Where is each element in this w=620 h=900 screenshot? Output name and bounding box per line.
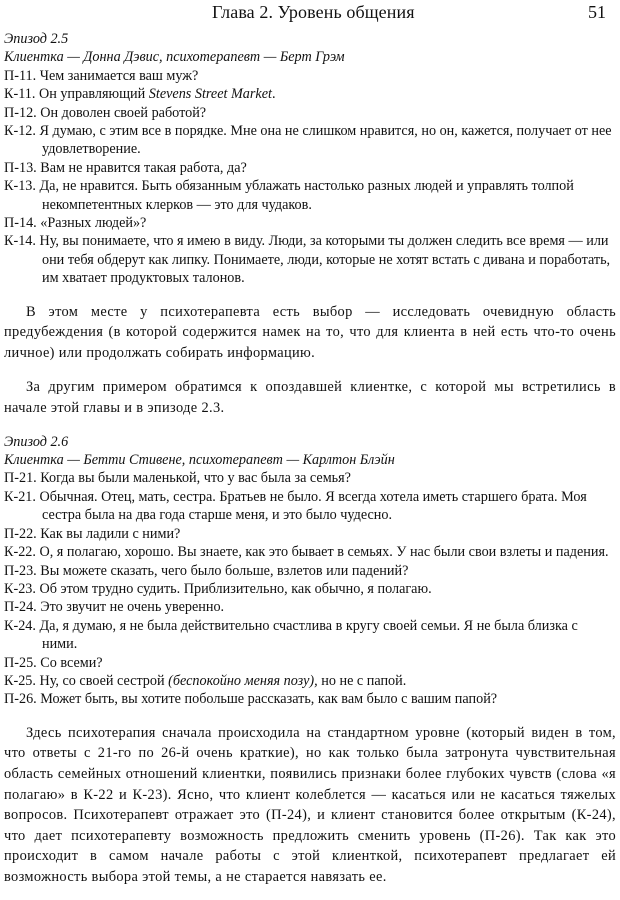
dialogue-line: К-23. Об этом трудно судить. Приблизительно, как обычно, я полагаю. <box>4 580 432 597</box>
dialogue-line: К-21. Обычная. Отец, мать, сестра. Братьев не было. Я всегда хотела иметь старшего брата. Моя сестра была на два года старше меня, и это было чудесно. <box>4 488 587 524</box>
paragraph: За другим примером обратимся к опоздавшей клиентке, с которой мы встретились в начале этой главы и в эпизоде 2.3. <box>4 379 616 417</box>
dialogue-line: П-11. Чем занимается ваш муж? <box>4 67 199 84</box>
dialogue-line: П-25. Со всеми? <box>4 654 103 671</box>
dialogue-line: П-14. «Разных людей»? <box>4 215 147 232</box>
dialogue-line: П-23. Вы можете сказать, чего было больше, взлетов или падений? <box>4 562 409 579</box>
dialogue-line: К-12. Я думаю, с этим все в порядке. Мне она не слишком нравится, но он, кажется, получает от нее удовлетворение. <box>4 123 612 158</box>
page-body <box>4 30 616 888</box>
episode-title: Эпизод 2.6 <box>4 433 69 450</box>
dialogue-block <box>4 469 616 708</box>
dialogue-line: П-21. Когда вы были маленькой, что у вас была за семья? <box>4 470 351 487</box>
dialogue-line: П-13. Вам не нравится такая работа, да? <box>4 159 247 176</box>
paragraph: Здесь психотерапия сначала происходила на стандартном уровне (который виден в том, что ответы с 21-го по 26-й очень краткие), но как только была затронута чувствительная область семейных отношений клиентки, появились признаки более глубоких чувств (слова «я полагаю» в К-22 и К-23). Ясно, что клиент колеблется — касаться или не касаться тяжелых вопросов. Психотерапевт отражает это (П-24), и клиент становится более открытым (К-24), что дает психотерапевту возможность предложить сменить уровень (П-26). Так как это происходит в самом начале работы с этой клиенткой, психотерапевт предлагает ей возможность выбора этой темы, а не старается навязать ее. <box>4 724 616 885</box>
dialogue-line: К-13. Да, не нравится. Быть обязанным ублажать настолько разных людей и управлять толпой некомпетентных клерков — это для чудаков. <box>4 178 574 213</box>
dialogue-block <box>4 67 616 288</box>
episode-cast: Клиентка — Донна Дэвис, психотерапевт — Берт Грэм <box>4 49 345 66</box>
dialogue-line: П-24. Это звучит не очень уверенно. <box>4 599 225 616</box>
episode-cast: Клиентка — Бетти Стивене, психотерапевт — Карлтон Блэйн <box>4 452 395 469</box>
dialogue-line: К-25. Ну, со своей сестрой (беспокойно меняя позу), но не с папой. <box>4 672 407 689</box>
dialogue-line: П-22. Как вы ладили с ними? <box>4 525 181 542</box>
chapter-title: Глава 2. Уровень общения <box>212 2 415 22</box>
paragraph: В этом месте у психотерапевта есть выбор — исследовать очевидную область предубеждения (в которой содержится намек на то, что для клиента в ней есть что-то очень личное) или продолжать собирать информацию. <box>4 303 616 361</box>
dialogue-line: П-12. Он доволен своей работой? <box>4 104 207 121</box>
episode-title: Эпизод 2.5 <box>4 31 69 47</box>
dialogue-line: К-24. Да, я думаю, я не была действительно счастлива в кругу своей семьи. Я не была близка с ними. <box>4 617 578 653</box>
dialogue-line: К-14. Ну, вы понимаете, что я имею в виду. Люди, за которыми ты должен следить все время — или они тебя обдерут как липку. Понимаете, люди, которые не хотят встать с дивана и поработать, им хватает продуктовых талонов. <box>4 233 611 287</box>
dialogue-line: П-26. Может быть, вы хотите побольше рассказать, как вам было с вашим папой? <box>4 691 498 708</box>
dialogue-line: К-22. О, я полагаю, хорошо. Вы знаете, как это бывает в семьях. У нас были свои взлеты и падения. <box>4 544 609 561</box>
dialogue-line: К-11. Он управляющий Stevens Street Market. <box>4 86 276 103</box>
running-header <box>4 2 610 24</box>
page-number: 51 <box>588 2 606 22</box>
